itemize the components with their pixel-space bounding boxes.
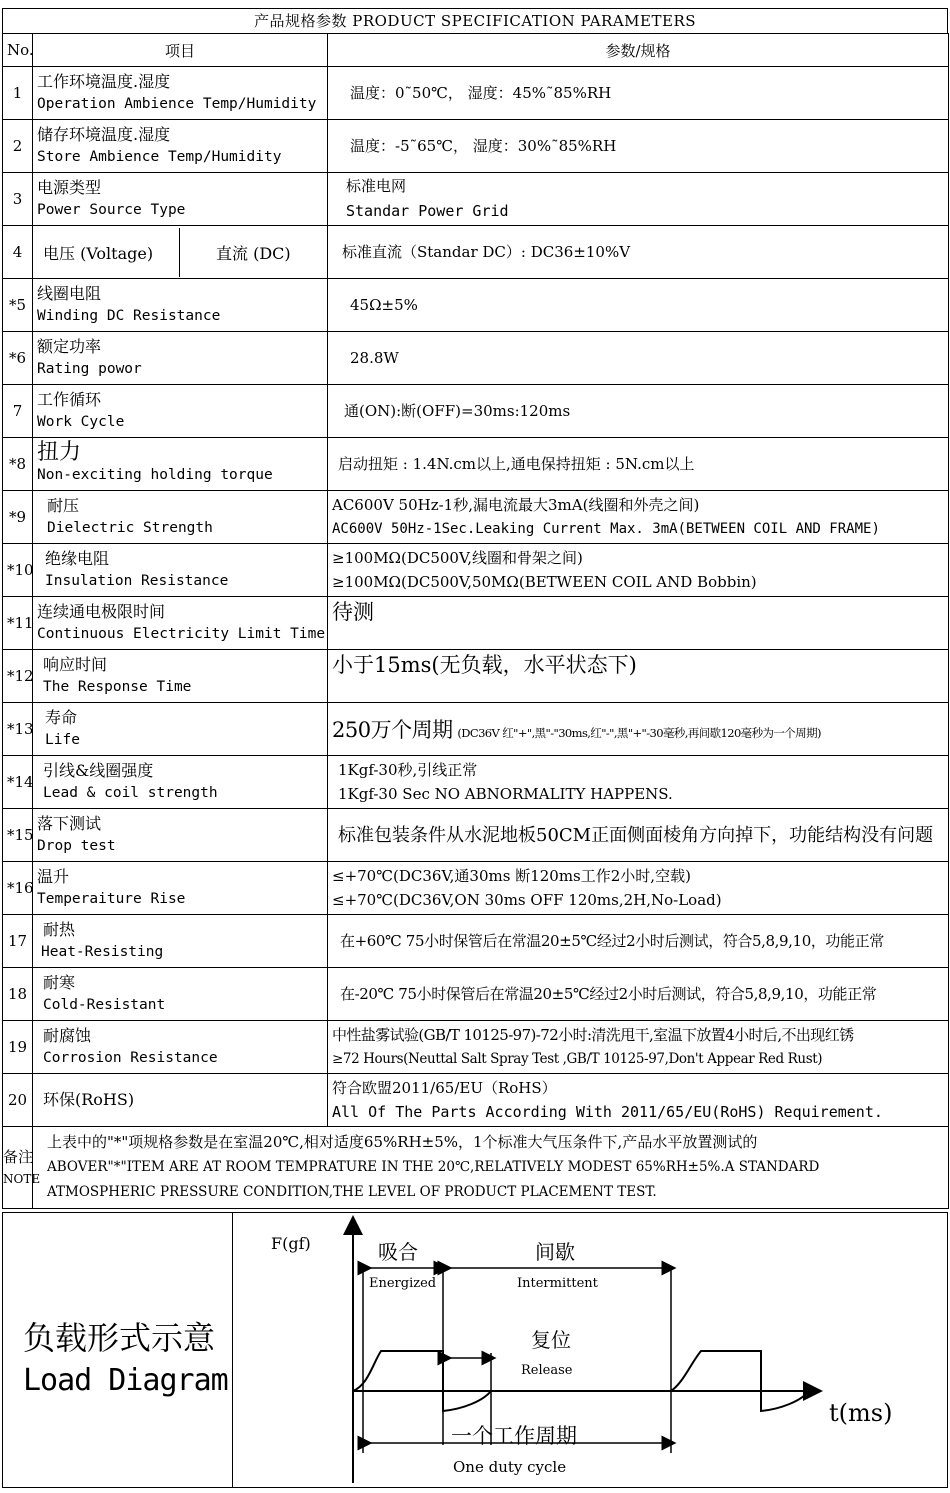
row-item	[33, 862, 328, 915]
item-en: Winding DC Resistance	[37, 308, 221, 324]
value-line: 45Ω±5%	[350, 295, 418, 314]
row-value	[328, 597, 949, 650]
row-no: 2	[3, 120, 33, 173]
row-no: 1	[3, 67, 33, 120]
table-row	[3, 438, 949, 491]
load-diagram-title	[3, 1213, 233, 1487]
table-row	[3, 120, 949, 173]
row-item	[33, 703, 328, 756]
table-row	[3, 650, 949, 703]
row-value	[328, 650, 949, 703]
row-value	[328, 120, 949, 173]
table-row	[3, 915, 949, 968]
row-item	[33, 279, 328, 332]
row-value	[328, 544, 949, 597]
item-cn: 连续通电极限时间	[37, 602, 166, 621]
note-row	[3, 1127, 949, 1209]
load-title-en: Load Diagram	[23, 1363, 228, 1398]
row-item	[33, 915, 328, 968]
value-line: 在+60℃ 75小时保管后在常温20±5℃经过2小时后测试，符合5,8,9,10，功能正常	[340, 931, 884, 950]
row-value	[328, 915, 949, 968]
row-item	[33, 968, 328, 1021]
header-no: No.	[3, 34, 33, 67]
item-en: Life	[45, 732, 80, 748]
value-line: 28.8W	[350, 348, 399, 367]
x-axis-label: t(ms)	[829, 1399, 893, 1427]
table-row	[3, 809, 949, 862]
row-no: *14	[3, 756, 33, 809]
row-item	[33, 809, 328, 862]
value-line: AC600V 50Hz-1秒,漏电流最大3mA(线圈和外壳之间)	[332, 496, 700, 514]
table-row	[3, 1074, 949, 1127]
row-item	[33, 1074, 328, 1127]
item-cn: 工作循环	[37, 390, 102, 409]
header-item: 项目	[33, 34, 328, 67]
item-cn: 温升	[37, 867, 70, 886]
value-note: (DC36V 红"+",黑"-"30ms,红"-",黑"+"-30毫秒,再间歇120毫秒为一个周期)	[457, 726, 821, 740]
row-value	[328, 703, 949, 756]
item-cn: 环保(RoHS)	[43, 1090, 135, 1109]
value-line: 启动扭矩 : 1.4N.cm以上,通电保持扭矩 : 5N.cm以上	[338, 454, 695, 473]
row-no: *10	[3, 544, 33, 597]
item-en: Store Ambience Temp/Humidity	[37, 149, 282, 165]
item-en: Temperaiture Rise	[37, 891, 186, 907]
value-line: ≥100MΩ(DC500V,线圈和骨架之间)	[332, 549, 583, 567]
row-item	[33, 544, 328, 597]
value-line: 中性盐雾试验(GB/T 10125-97)-72小时:清洗甩干,室温下放置4小时后,不出现红锈	[332, 1026, 854, 1044]
item-cn: 落下测试	[37, 814, 102, 833]
item-en: Work Cycle	[37, 414, 125, 430]
item-cn: 响应时间	[43, 655, 108, 674]
value-line: 通(ON):断(OFF)=30ms:120ms	[344, 401, 571, 420]
value-line: 符合欧盟2011/65/EU（RoHS）	[332, 1079, 557, 1097]
row-item	[33, 491, 328, 544]
value-line-2: 1Kgf-30 Sec NO ABNORMALITY HAPPENS.	[338, 785, 673, 803]
row-value	[328, 279, 949, 332]
item-en: Continuous Electricity Limit Time	[37, 626, 326, 642]
row-no: *9	[3, 491, 33, 544]
note-line-3: ATMOSPHERIC PRESSURE CONDITION,THE LEVEL OF PRODUCT PLACEMENT TEST.	[47, 1184, 657, 1200]
value-line: 标准电网	[346, 177, 407, 195]
row-no: *8	[3, 438, 33, 491]
item-en: Power Source Type	[37, 202, 186, 218]
row-item	[33, 756, 328, 809]
table-row	[3, 67, 949, 120]
note-label-cn: 备注	[3, 1147, 34, 1166]
item-en: Drop test	[37, 838, 116, 854]
value-line: 标准包装条件从水泥地板50CM正面侧面棱角方向掉下，功能结构没有问题	[338, 824, 934, 846]
item-cn: 寿命	[45, 708, 78, 727]
cycle-label-cn: 一个工作周期	[451, 1424, 577, 1448]
item-cn: 绝缘电阻	[45, 549, 110, 568]
table-row	[3, 1021, 949, 1074]
item-en: Cold-Resistant	[43, 997, 166, 1013]
energized-label-en: Energized	[369, 1276, 437, 1291]
table-row	[3, 597, 949, 650]
row-value	[328, 1074, 949, 1127]
row-item	[33, 120, 328, 173]
table-row	[3, 544, 949, 597]
item-cn: 耐压	[47, 496, 80, 515]
value-line-2: All Of The Parts According With 2011/65/EU(RoHS) Requirement.	[332, 1103, 883, 1121]
row-value	[328, 756, 949, 809]
item-en: The Response Time	[43, 679, 192, 695]
row-value	[328, 332, 949, 385]
value-line: ≤+70℃(DC36V,通30ms 断120ms工作2小时,空载)	[332, 867, 691, 885]
note-text	[33, 1127, 949, 1209]
row-value	[328, 1021, 949, 1074]
table-row	[3, 968, 949, 1021]
table-row	[3, 385, 949, 438]
row-no: *5	[3, 279, 33, 332]
header-row	[3, 34, 949, 67]
value-line-2: Standar Power Grid	[346, 202, 509, 220]
item-en: Operation Ambience Temp/Humidity	[37, 96, 317, 112]
table-row	[3, 491, 949, 544]
note-line-1: 上表中的"*"项规格参数是在室温20℃,相对适度65%RH±5%，1个标准大气压条件下,产品水平放置测试的	[47, 1133, 758, 1151]
load-diagram-section	[2, 1212, 948, 1488]
row-no: *12	[3, 650, 33, 703]
row-item	[33, 1021, 328, 1074]
row-item	[33, 67, 328, 120]
value-line: 温度：-5˜65℃， 湿度：30%˜85%RH	[350, 136, 617, 155]
item-cn: 引线&线圈强度	[43, 761, 154, 780]
row-no: 20	[3, 1074, 33, 1127]
row-value	[328, 491, 949, 544]
dc-label: 直流 (DC)	[216, 243, 291, 263]
row-no: 17	[3, 915, 33, 968]
value-line: 温度：0˜50℃， 湿度：45%˜85%RH	[350, 83, 612, 102]
value-line: 标准直流（Standar DC）: DC36±10%V	[342, 242, 631, 261]
energized-label-cn: 吸合	[378, 1240, 418, 1264]
row-value	[328, 67, 949, 120]
row-no: *15	[3, 809, 33, 862]
item-en: Heat-Resisting	[41, 944, 164, 960]
row-no: *6	[3, 332, 33, 385]
row-no: *11	[3, 597, 33, 650]
table-row	[3, 756, 949, 809]
load-diagram	[233, 1213, 945, 1487]
item-cn: 工作环境温度.湿度	[37, 72, 171, 91]
waveform-cycle-2	[671, 1351, 809, 1411]
row-item	[33, 385, 328, 438]
item-en: Non-exciting holding torque	[37, 467, 273, 483]
row-no: *16	[3, 862, 33, 915]
row-value	[328, 809, 949, 862]
item-cn: 电源类型	[37, 178, 102, 197]
note-line-2: ABOVER"*"ITEM ARE AT ROOM TEMPRATURE IN THE 20℃,RELATIVELY MODEST 65%RH±5%.A STANDARD	[47, 1159, 820, 1175]
load-title-cn: 负载形式示意	[23, 1319, 216, 1357]
table-row	[3, 332, 949, 385]
item-en: Dielectric Strength	[47, 520, 213, 536]
value-line: 小于15ms(无负载，水平状态下)	[332, 653, 637, 677]
item-cn: 耐热	[43, 920, 76, 939]
value-line-2: ≥72 Hours(Neuttal Salt Spray Test ,GB/T 10125-97,Don't Appear Red Rust)	[332, 1051, 823, 1067]
sheet-title: 产品规格参数 PRODUCT SPECIFICATION PARAMETERS	[2, 8, 948, 34]
table-row	[3, 703, 949, 756]
table-row	[3, 173, 949, 226]
item-cn: 额定功率	[37, 337, 102, 356]
row-value	[328, 438, 949, 491]
row-value	[328, 226, 949, 279]
item-cn: 扭力	[37, 440, 82, 465]
value-line: 1Kgf-30秒,引线正常	[338, 761, 478, 779]
row-no: 18	[3, 968, 33, 1021]
row-item	[33, 226, 328, 279]
row-no: 19	[3, 1021, 33, 1074]
row-no: 4	[3, 226, 33, 279]
voltage-label: 电压 (Voltage)	[33, 228, 180, 277]
intermittent-label-cn: 间歇	[535, 1240, 575, 1264]
row-value	[328, 968, 949, 1021]
spec-table	[2, 33, 949, 1209]
intermittent-label-en: Intermittent	[517, 1276, 598, 1291]
item-cn: 耐寒	[43, 973, 76, 992]
value-line-2: AC600V 50Hz-1Sec.Leaking Current Max. 3mA(BETWEEN COIL AND FRAME)	[332, 521, 880, 537]
item-cn: 耐腐蚀	[43, 1026, 92, 1045]
note-label	[3, 1127, 41, 1209]
item-en: Lead & coil strength	[43, 785, 218, 801]
row-no: 3	[3, 173, 33, 226]
value-line-2: ≤+70℃(DC36V,ON 30ms OFF 120ms,2H,No-Load)	[332, 891, 722, 909]
row-item	[33, 597, 328, 650]
value-line-2: ≥100MΩ(DC500V,50MΩ(BETWEEN COIL AND Bobbin)	[332, 573, 757, 591]
row-item	[33, 650, 328, 703]
cycle-label-en: One duty cycle	[453, 1458, 567, 1476]
release-label-en: Release	[521, 1363, 573, 1378]
release-label-cn: 复位	[531, 1328, 571, 1352]
row-value	[328, 862, 949, 915]
table-row	[3, 862, 949, 915]
table-row	[3, 226, 949, 279]
note-label-en: NOTE	[3, 1171, 41, 1186]
value-line: 待测	[332, 600, 374, 624]
row-no: *13	[3, 703, 33, 756]
value-line: 在-20℃ 75小时保管后在常温20±5℃经过2小时后测试，符合5,8,9,10，功能正常	[340, 984, 877, 1003]
waveform-cycle-1	[353, 1351, 491, 1411]
row-value	[328, 173, 949, 226]
table-row	[3, 279, 949, 332]
row-item	[33, 173, 328, 226]
row-item	[33, 332, 328, 385]
y-axis-label: F(gf)	[271, 1234, 311, 1253]
item-cn: 线圈电阻	[37, 284, 102, 303]
row-value	[328, 385, 949, 438]
item-en: Rating powor	[37, 361, 142, 377]
header-param: 参数/规格	[328, 34, 949, 67]
row-item	[33, 438, 328, 491]
row-no: 7	[3, 385, 33, 438]
item-en: Insulation Resistance	[45, 573, 229, 589]
item-en: Corrosion Resistance	[43, 1050, 218, 1066]
item-cn: 储存环境温度.湿度	[37, 125, 171, 144]
value-line: 250万个周期	[332, 718, 453, 742]
